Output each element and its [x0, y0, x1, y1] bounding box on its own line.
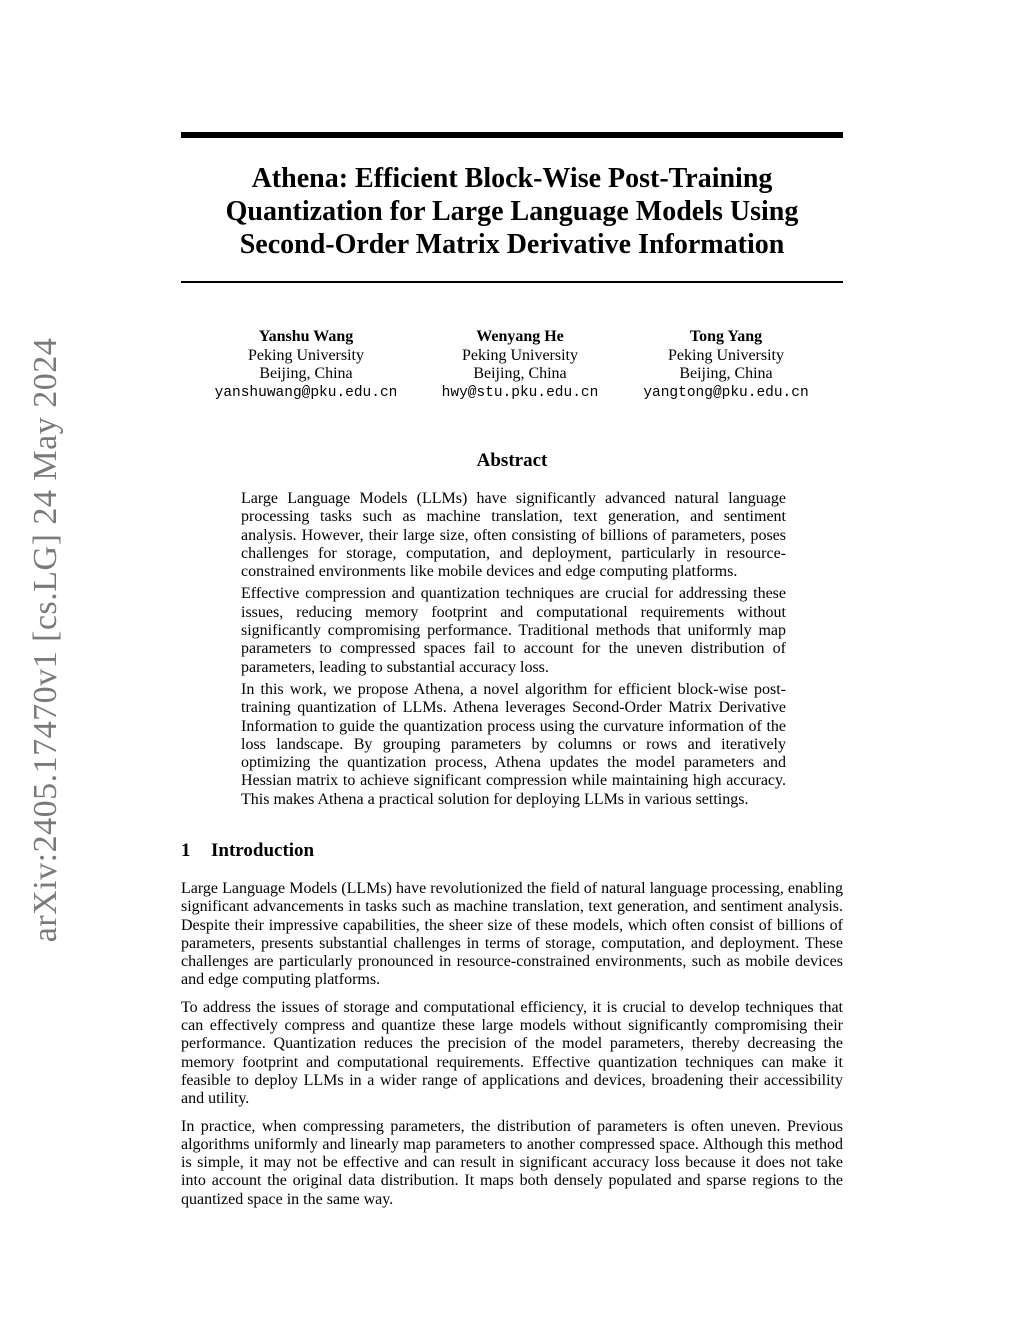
- section-number: 1: [181, 840, 191, 861]
- author-block: [616, 328, 836, 402]
- intro-paragraph: Large Language Models (LLMs) have revolutionized the field of natural language processing, enabling significant advancements in tasks such as machine translation, text generation, and sentiment analysis. Despite their impressive capabilities, the sheer size of these models, which often consist of billions of parameters, presents substantial challenges in terms of storage, computation, and deployment. These challenges are particularly pronounced in resource-constrained environments, such as mobile devices and edge computing platforms.: [181, 880, 843, 989]
- section-title: Introduction: [211, 840, 315, 861]
- abstract-paragraph: Large Language Models (LLMs) have significantly advanced natural language processing tasks such as machine translation, text generation, and sentiment analysis. However, their large size, often consisting of billions of parameters, poses challenges for storage, computation, and deployment, particularly in resource-constrained environments like mobile devices and edge computing platforms.: [241, 490, 786, 581]
- abstract-paragraph: In this work, we propose Athena, a novel algorithm for efficient block-wise post-training quantization of LLMs. Athena leverages Second-Order Matrix Derivative Information to guide the quantization process using the curvature information of the loss landscape. By grouping parameters by columns or rows and iteratively optimizing the quantization process, Athena updates the model parameters and Hessian matrix to achieve significant compression while maintaining high accuracy. This makes Athena a practical solution for deploying LLMs in various settings.: [241, 680, 786, 808]
- author-location: Beijing, China: [679, 365, 773, 382]
- abstract-body: [241, 490, 786, 813]
- introduction-body: [181, 880, 843, 1218]
- author-location: Beijing, China: [473, 365, 567, 382]
- author-affiliation: Peking University: [462, 346, 578, 364]
- author-email[interactable]: yanshuwang@pku.edu.cn: [214, 384, 398, 401]
- author-name: Wenyang He: [476, 328, 564, 345]
- author-name: Yanshu Wang: [258, 328, 354, 345]
- author-affiliation: Peking University: [248, 346, 364, 364]
- title-top-rule: [181, 132, 843, 138]
- arxiv-identifier: arXiv:2405.17470v1 [cs.LG] 24 May 2024: [27, 337, 64, 943]
- intro-paragraph: In practice, when compressing parameters, the distribution of parameters is often uneven. Previous algorithms uniformly and linearly map parameters to another compressed space. Although this method is simple, it may not be effective and can result in significant accuracy loss because it does not take into account the original data distribution. It maps both densely populated and sparse regions to the quantized space in the same way.: [181, 1117, 843, 1208]
- author-block: [196, 328, 416, 402]
- author-block: [410, 328, 630, 402]
- title-line: Second-Order Matrix Derivative Information: [239, 229, 785, 260]
- section-heading: [181, 840, 314, 862]
- intro-paragraph: To address the issues of storage and computational efficiency, it is crucial to develop techniques that can effectively compress and quantize these large models without significantly compromising their performance. Quantization reduces the precision of the model parameters, thereby decreasing the memory footprint and computational requirements. Effective quantization techniques can make it feasible to deploy LLMs in a wider range of applications and devices, broadening their accessibility and utility.: [181, 998, 843, 1108]
- abstract-heading: Abstract: [476, 450, 548, 471]
- author-email[interactable]: hwy@stu.pku.edu.cn: [441, 384, 599, 401]
- author-affiliation: Peking University: [668, 346, 784, 364]
- paper-title: [181, 162, 843, 261]
- abstract-paragraph: Effective compression and quantization techniques are crucial for addressing these issues, reducing memory footprint and computational requirements without significantly compromising performance. Traditional methods that uniformly map parameters to compressed spaces fail to account for the uneven distribution of parameters, leading to substantial accuracy loss.: [241, 585, 786, 676]
- author-email[interactable]: yangtong@pku.edu.cn: [643, 384, 809, 401]
- title-line: Quantization for Large Language Models Using: [225, 196, 799, 227]
- title-bottom-rule: [181, 281, 843, 283]
- author-name: Tong Yang: [689, 328, 763, 345]
- author-location: Beijing, China: [259, 365, 353, 382]
- title-line: Athena: Efficient Block-Wise Post-Training: [251, 163, 773, 194]
